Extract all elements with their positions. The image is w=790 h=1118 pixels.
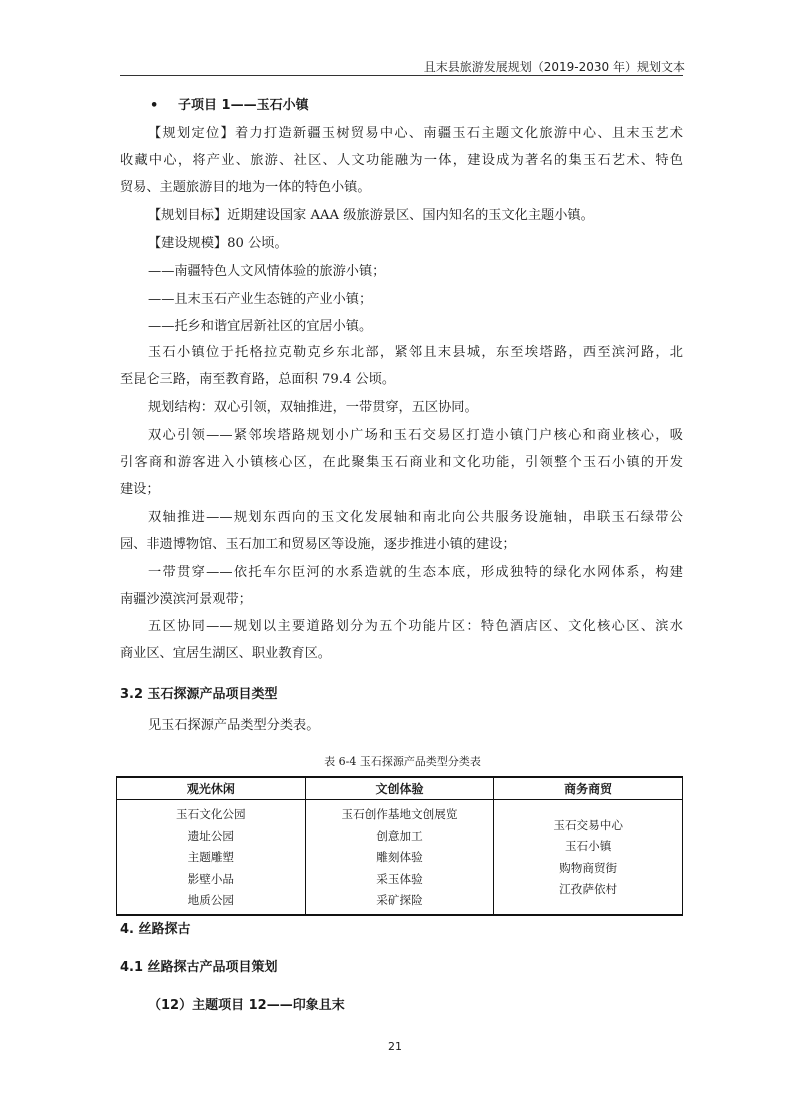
five-zones-line-2: 商业区、宜居生湖区、职业教育区。 bbox=[120, 646, 331, 661]
cell-item: 地质公园 bbox=[187, 893, 235, 907]
feature-item: ——南疆特色人文风情体验的旅游小镇； bbox=[148, 264, 386, 279]
dual-core-line-2: 引客商和游客进入小镇核心区，在此聚集玉石商业和文化功能，引领整个玉石小镇的开发 bbox=[120, 455, 683, 470]
dual-axis-line-2: 园、非遗博物馆、玉石加工和贸易区等设施，逐步推进小镇的建设； bbox=[120, 537, 516, 552]
column-header: 文创体验 bbox=[305, 777, 494, 800]
column-header: 商务商贸 bbox=[494, 777, 683, 800]
positioning-line-2: 收藏中心，将产业、旅游、社区、人文功能融为一体，建设成为著名的集玉石艺术、特色 bbox=[120, 153, 683, 168]
section-4-heading: 4. 丝路探古 bbox=[120, 922, 191, 937]
section-4-1-heading: 4.1 丝路探古产品项目策划 bbox=[120, 960, 278, 975]
section-3-2-heading: 3.2 玉石探源产品项目类型 bbox=[120, 687, 278, 702]
table-cell-creative bbox=[305, 800, 494, 915]
cell-item: 采矿探险 bbox=[376, 893, 423, 907]
cell-item: 主题雕塑 bbox=[187, 850, 235, 864]
belt-line-1: 一带贯穿——依托车尔臣河的水系造就的生态本底，形成独特的绿化水网体系，构建 bbox=[148, 565, 683, 580]
subproject-heading: 子项目 1——玉石小镇 bbox=[178, 98, 309, 113]
cell-item: 江孜萨依村 bbox=[559, 882, 618, 897]
planning-goal: 【规划目标】近期建设国家 AAA 级旅游景区、国内知名的玉文化主题小镇。 bbox=[148, 208, 594, 223]
cell-item: 影壁小品 bbox=[187, 871, 235, 886]
belt-line-2: 南疆沙漠滨河景观带； bbox=[120, 592, 252, 607]
item-12-heading: （12）主题项目 12——印象且末 bbox=[148, 998, 345, 1013]
column-header: 观光休闲 bbox=[117, 777, 306, 800]
cell-item: 玉石文化公园 bbox=[176, 807, 246, 821]
feature-item: ——且末玉石产业生态链的产业小镇； bbox=[148, 292, 373, 307]
table-cell-sightseeing bbox=[117, 800, 306, 915]
cell-item: 采玉体验 bbox=[376, 871, 423, 886]
running-header: 且末县旅游发展规划（2019-2030 年）规划文本 bbox=[423, 60, 685, 74]
header-rule bbox=[120, 75, 683, 76]
table-caption: 表 6-4 玉石探源产品类型分类表 bbox=[324, 755, 481, 768]
bullet-icon: • bbox=[150, 98, 159, 113]
positioning-line-3: 贸易、主题旅游目的地为一体的特色小镇。 bbox=[120, 180, 371, 195]
page-number: 21 bbox=[388, 1040, 402, 1053]
planning-structure: 规划结构：双心引领，双轴推进，一带贯穿，五区协同。 bbox=[148, 400, 478, 415]
section-3-2-intro: 见玉石探源产品类型分类表。 bbox=[148, 718, 320, 733]
five-zones-line-1: 五区协同——规划以主要道路划分为五个功能片区：特色酒店区、文化核心区、滨水 bbox=[148, 619, 683, 634]
construction-scale: 【建设规模】80 公顷。 bbox=[148, 236, 288, 251]
location-line-2: 至昆仑三路，南至教育路，总面积 79.4 公顷。 bbox=[120, 372, 396, 387]
table-header-row bbox=[117, 777, 683, 800]
cell-item: 玉石小镇 bbox=[564, 839, 612, 854]
cell-item: 创意加工 bbox=[376, 828, 423, 843]
dual-core-line-3: 建设； bbox=[120, 482, 160, 497]
positioning-line-1: 【规划定位】着力打造新疆玉树贸易中心、南疆玉石主题文化旅游中心、且末玉艺术 bbox=[148, 126, 683, 141]
dual-axis-line-1: 双轴推进——规划东西向的玉文化发展轴和南北向公共服务设施轴，串联玉石绿带公 bbox=[148, 510, 683, 525]
location-line-1: 玉石小镇位于托格拉克勒克乡东北部，紧邻且末县城，东至埃塔路，西至滨河路，北 bbox=[148, 345, 683, 360]
table-row bbox=[117, 800, 683, 915]
cell-item: 购物商贸街 bbox=[559, 860, 618, 875]
product-type-table bbox=[116, 776, 683, 916]
dual-core-line-1: 双心引领——紧邻埃塔路规划小广场和玉石交易区打造小镇门户核心和商业核心，吸 bbox=[148, 428, 683, 443]
cell-item: 遗址公园 bbox=[187, 828, 235, 843]
feature-item: ——托乡和谐宜居新社区的宜居小镇。 bbox=[148, 319, 373, 334]
cell-item: 玉石交易中心 bbox=[553, 817, 623, 832]
cell-item: 玉石创作基地文创展览 bbox=[341, 807, 458, 821]
cell-item: 雕刻体验 bbox=[376, 850, 423, 864]
table-cell-commerce bbox=[494, 800, 683, 915]
